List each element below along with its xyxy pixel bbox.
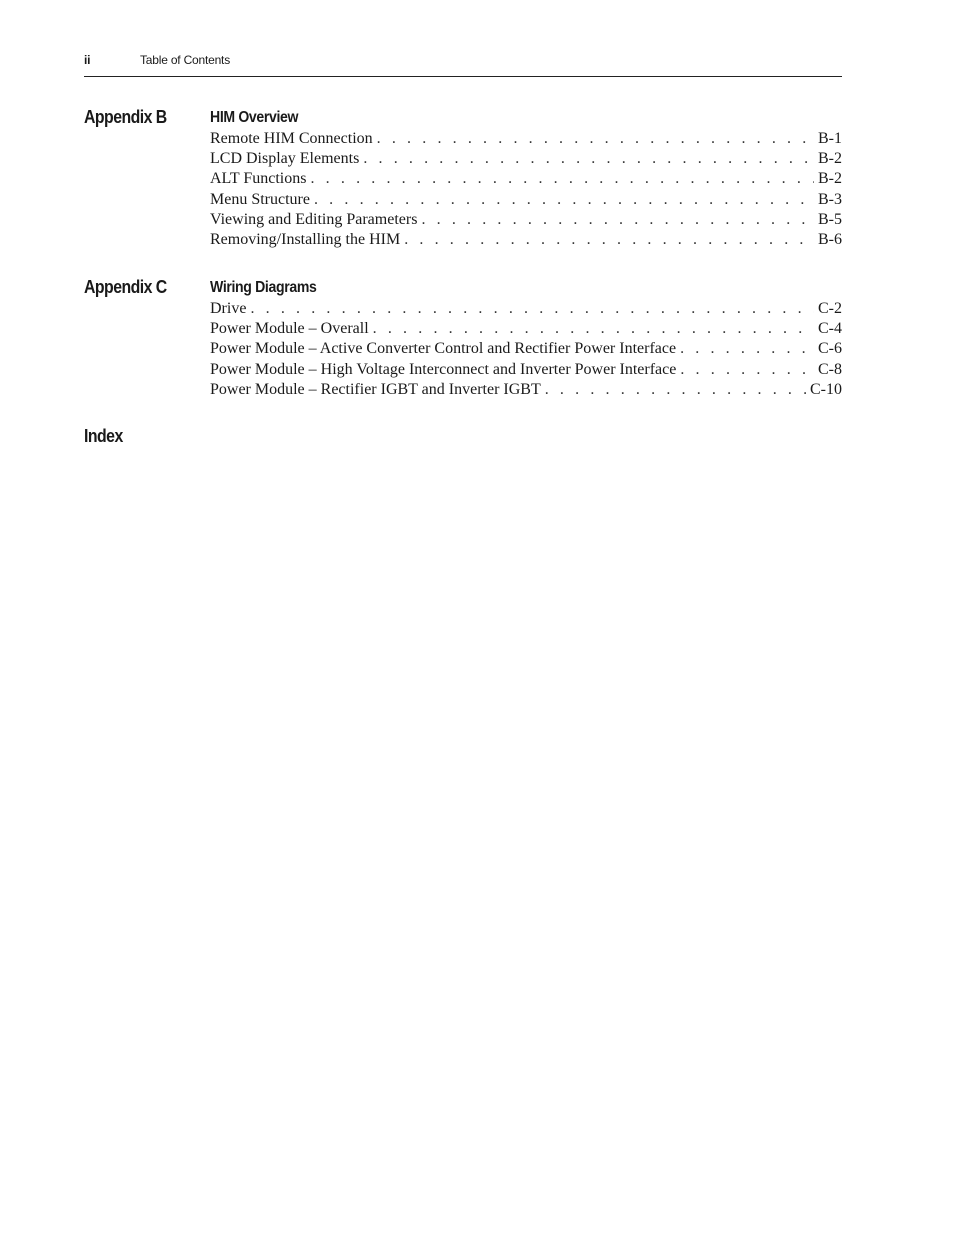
toc-entry-page: C-10: [810, 380, 842, 398]
toc-entry-text: Drive: [210, 300, 247, 317]
toc-entry-text: Power Module – High Voltage Interconnect and Inverter Power Interface: [210, 360, 677, 378]
toc-entry-page: C-4: [818, 320, 842, 338]
dot-leader: [250, 299, 814, 319]
toc-entry[interactable]: [210, 210, 842, 230]
dot-leader: [680, 360, 814, 380]
dot-leader: [404, 230, 814, 250]
toc-entry-page: B-2: [818, 170, 842, 188]
toc-entry-list: [210, 129, 842, 250]
toc-entry[interactable]: [210, 299, 842, 319]
toc-entry[interactable]: [210, 190, 842, 210]
toc-entry-text: LCD Display Elements: [210, 150, 360, 168]
toc-entry-page: B-5: [818, 210, 842, 228]
toc-entry-page: B-2: [818, 150, 842, 168]
dot-leader: [680, 339, 814, 359]
toc-entry-page: B-6: [818, 230, 842, 248]
page-header: [84, 52, 842, 77]
toc-entry-page: B-1: [818, 130, 842, 147]
toc-entry-list: [210, 299, 842, 400]
toc-entry-page: C-2: [818, 300, 842, 317]
toc-entry[interactable]: [210, 230, 842, 250]
toc-entry-text: Viewing and Editing Parameters: [210, 210, 418, 228]
section-label: Appendix C: [84, 277, 167, 297]
toc-section-appendix-c: [84, 277, 842, 407]
toc-entry-text: Menu Structure: [210, 190, 310, 208]
section-title: HIM Overview: [210, 109, 299, 126]
section-label[interactable]: Index: [84, 426, 123, 446]
dot-leader: [363, 149, 814, 169]
dot-leader: [421, 210, 814, 230]
toc-entry-text: Power Module – Rectifier IGBT and Inverter IGBT: [210, 380, 541, 398]
toc-entry[interactable]: [210, 360, 842, 380]
toc-entry-text: Remote HIM Connection: [210, 130, 373, 147]
section-title: Wiring Diagrams: [210, 279, 317, 296]
dot-leader: [310, 169, 814, 189]
page-number: ii: [84, 53, 91, 67]
toc-entry[interactable]: [210, 129, 842, 149]
toc-entry-page: C-6: [818, 340, 842, 358]
toc-entry[interactable]: [210, 149, 842, 169]
toc-entry[interactable]: [210, 339, 842, 359]
toc-entry-text: Power Module – Overall: [210, 320, 369, 338]
toc-entry[interactable]: [210, 169, 842, 189]
dot-leader: [377, 129, 814, 149]
section-label: Appendix B: [84, 107, 167, 127]
running-title: Table of Contents: [140, 53, 230, 67]
toc-entry-page: B-3: [818, 190, 842, 208]
toc-entry-text: Removing/Installing the HIM: [210, 230, 401, 248]
toc-entry[interactable]: [210, 380, 842, 400]
dot-leader: [545, 380, 806, 400]
toc-section-index: [84, 426, 842, 456]
toc-entry[interactable]: [210, 319, 842, 339]
dot-leader: [373, 319, 814, 339]
toc-entry-text: ALT Functions: [210, 170, 307, 188]
toc-section-appendix-b: [84, 107, 842, 257]
toc-entry-text: Power Module – Active Converter Control and Rectifier Power Interface: [210, 340, 677, 358]
toc-entry-page: C-8: [818, 360, 842, 378]
dot-leader: [314, 190, 814, 210]
